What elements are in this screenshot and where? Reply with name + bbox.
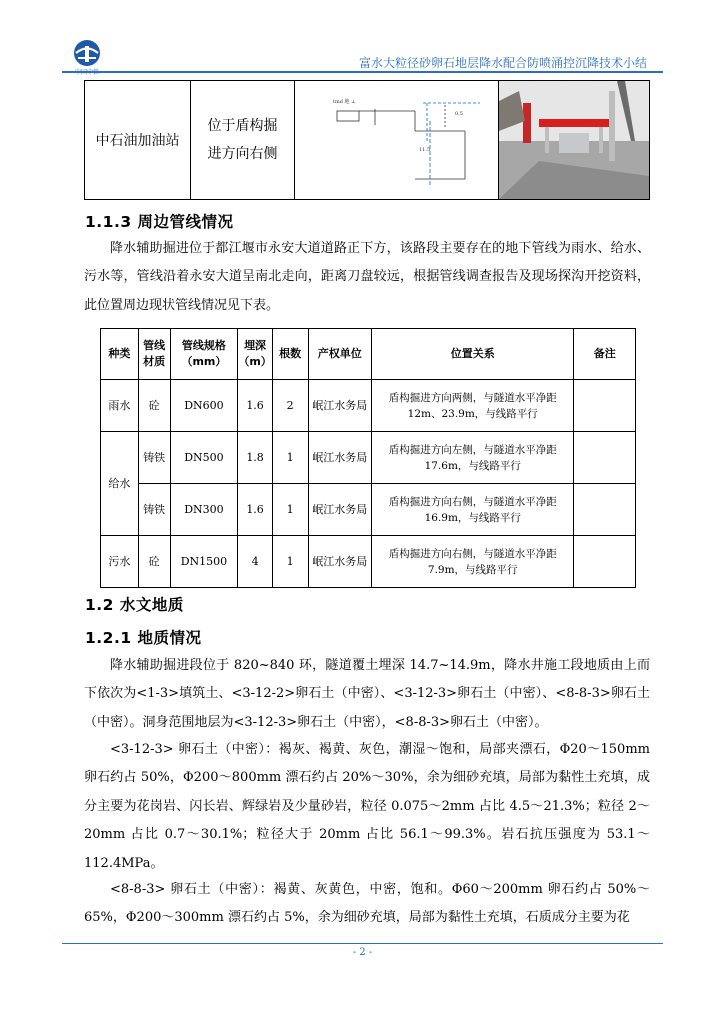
cell-spec: DN600: [170, 380, 238, 432]
cell-spec: DN300: [170, 484, 238, 536]
cell-type: 雨水: [101, 380, 139, 432]
table-header-row: [101, 329, 636, 380]
col-header-relation: 位置关系: [372, 329, 574, 380]
cell-spec: DN500: [170, 432, 238, 484]
col-header-type: 种类: [101, 329, 139, 380]
col-header-spec: 管线规格（mm）: [170, 329, 238, 380]
section-1-2-1-paragraph-2: <3-12-3> 卵石土（中密）：褐灰、褐黄、灰色，潮湿～饱和，局部夹漂石，Φ20～150mm 卵石约占 50%，Φ200～800mm 漂石约占 20%～30%，余为细砂充填，局部为黏性土充填，成分主要为花岗岩、闪长岩、辉绿岩及少量砂岩，粒径 0.075～2mm 占比 4.5～21.3%；粒径 2～20mm 占比 0.7～30.1%；粒径大于 20mm 占比 56.1～99.3%。岩石抗压强度为 53.1～112.4MPa。: [84, 742, 650, 871]
cell-note: [574, 484, 636, 536]
gas-station-photo: [499, 81, 651, 199]
cell-material: 铸铁: [138, 484, 170, 536]
header-title: 富水大粒径砂卵石地层降水配合防喷涌控沉降技术小结: [358, 56, 647, 70]
cell-owner: 岷江水务局: [308, 484, 371, 536]
cell-relation: 盾构掘进方向右侧，与隧道水平净距16.9m，与线路平行: [372, 484, 574, 536]
svg-text:0.5: 0.5: [455, 111, 463, 117]
col-header-owner: 产权单位: [308, 329, 371, 380]
section-heading-1-2-1: 1.2.1 地质情况: [85, 629, 202, 647]
location-position: 位于盾构掘进方向右侧: [191, 81, 295, 199]
col-header-note: 备注: [574, 329, 636, 380]
table-row: [101, 432, 636, 484]
section-1-2-1-paragraph-1: 降水辅助掘进段位于 820~840 环，隧道覆土埋深 14.7~14.9m，降水井施工段地质由上而下依次为<1-3>填筑土、<3-12-2>卵石土（中密）、<3-12-3>卵石土（中密）、<8-8-3>卵石土（中密）。洞身范围地层为<3-12-3>卵石土（中密），<8-8-3>卵石土（中密）。: [84, 658, 650, 730]
logo-caption: 中国中铁: [74, 69, 99, 76]
page-number: - 2 -: [352, 947, 373, 958]
col-header-material: 管线材质: [138, 329, 170, 380]
cell-relation: 盾构掘进方向两侧，与隧道水平净距12m、23.9m，与线路平行: [372, 380, 574, 432]
cell-count: 1: [272, 432, 308, 484]
cell-owner: 岷江水务局: [308, 380, 371, 432]
cell-material: 砼: [138, 380, 170, 432]
section-heading-1-1-3: 1.1.3 周边管线情况: [85, 213, 234, 231]
location-diagram: [295, 81, 499, 199]
location-row: [84, 80, 650, 200]
footer-divider: [62, 943, 663, 944]
cell-depth: 1.8: [238, 432, 272, 484]
cell-count: 2: [272, 380, 308, 432]
section-1-2-1-paragraph-3: <8-8-3> 卵石土（中密）：褐黄、灰黄色，中密，饱和。Φ60～200mm 卵石约占 50%～65%，Φ200～300mm 漂石约占 5%，余为细砂充填，局部为黏性土充填，石质成分主要为花: [84, 882, 650, 926]
col-header-count: 根数: [272, 329, 308, 380]
pipeline-table: [100, 328, 636, 588]
table-row: [101, 380, 636, 432]
location-name: 中石油加油站: [85, 81, 191, 199]
cell-note: [574, 536, 636, 588]
cell-material: 砼: [138, 536, 170, 588]
col-header-depth: 埋深（m）: [238, 329, 272, 380]
section-heading-1-2: 1.2 水文地质: [85, 596, 184, 614]
gas-station-photo-icon: [499, 81, 649, 199]
cell-depth: 1.6: [238, 380, 272, 432]
cell-count: 1: [272, 536, 308, 588]
cell-material: 铸铁: [138, 432, 170, 484]
company-logo-icon: [70, 38, 104, 70]
cell-owner: 岷江水务局: [308, 536, 371, 588]
site-sketch-icon: [295, 81, 499, 199]
section-1-1-3-paragraph: 降水辅助掘进位于都江堰市永安大道道路正下方，该路段主要存在的地下管线为雨水、给水、污水等，管线沿着永安大道呈南北走向，距离刀盘较远，根据管线调查报告及现场探沟开挖资料，此位置周边现状管线情况见下表。: [84, 241, 650, 313]
cell-relation: 盾构掘进方向左侧，与隧道水平净距17.6m，与线路平行: [372, 432, 574, 484]
svg-text:tmd 地 ⊥: tmd 地 ⊥: [333, 99, 356, 105]
cell-depth: 4: [238, 536, 272, 588]
cell-relation: 盾构掘进方向右侧，与隧道水平净距7.9m，与线路平行: [372, 536, 574, 588]
cell-depth: 1.6: [238, 484, 272, 536]
cell-count: 1: [272, 484, 308, 536]
table-row: [101, 484, 636, 536]
table-row: [101, 536, 636, 588]
cell-note: [574, 380, 636, 432]
svg-text:11.5: 11.5: [419, 147, 431, 153]
cell-type: 给水: [101, 432, 139, 536]
header-divider: [62, 71, 663, 73]
cell-type: 污水: [101, 536, 139, 588]
cell-owner: 岷江水务局: [308, 432, 371, 484]
cell-note: [574, 432, 636, 484]
cell-spec: DN1500: [170, 536, 238, 588]
